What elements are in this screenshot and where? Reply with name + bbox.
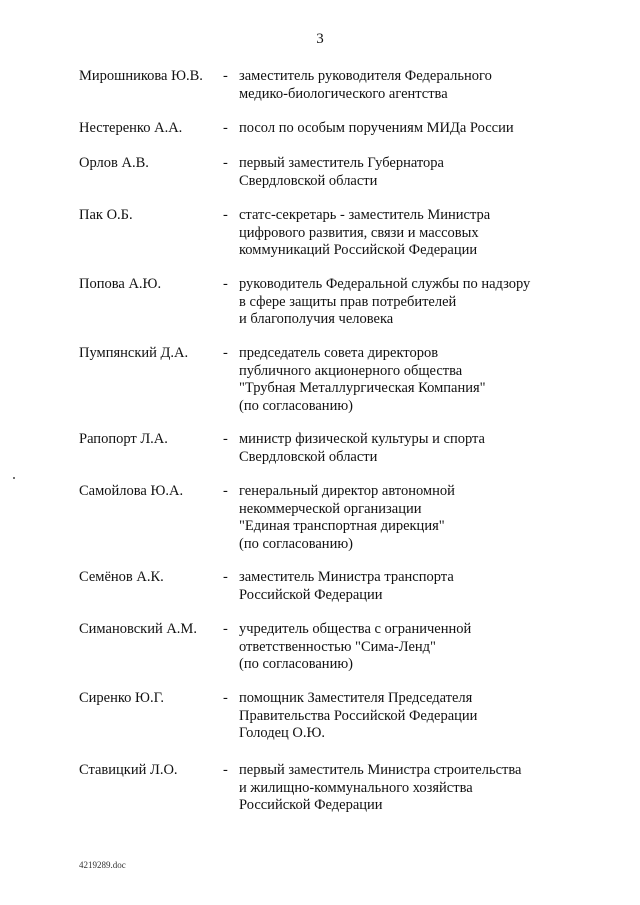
position-line: Свердловской области xyxy=(239,448,378,465)
member-name: Самойлова Ю.А. xyxy=(79,483,184,499)
position-line: публичного акционерного общества xyxy=(239,362,463,379)
member-name: Пумпянский Д.А. xyxy=(79,345,189,361)
separator-dash: - xyxy=(223,762,228,778)
separator-dash: - xyxy=(223,569,228,585)
member-position xyxy=(239,207,579,260)
position-line: "Трубная Металлургическая Компания" xyxy=(239,380,486,396)
position-line: министр физической культуры и спорта xyxy=(239,431,485,447)
position-line: "Единая транспортная дирекция" xyxy=(239,518,445,534)
position-line: статс-секретарь - заместитель Министра xyxy=(239,207,491,223)
position-line: заместитель руководителя Федерального xyxy=(239,68,492,84)
position-line: заместитель Министра транспорта xyxy=(239,569,454,585)
position-line: председатель совета директоров xyxy=(239,345,439,361)
position-line: и жилищно-коммунального хозяйства xyxy=(239,779,473,796)
position-line: посол по особым поручениям МИДа России xyxy=(239,120,514,136)
position-line: (по согласованию) xyxy=(239,397,353,414)
member-name: Орлов А.В. xyxy=(79,155,149,171)
separator-dash: - xyxy=(223,621,228,637)
position-line: генеральный директор автономной xyxy=(239,483,455,499)
member-name: Пак О.Б. xyxy=(79,207,133,223)
separator-dash: - xyxy=(223,207,228,223)
member-position xyxy=(239,569,579,604)
separator-dash: - xyxy=(223,276,228,292)
separator-dash: - xyxy=(223,690,228,706)
position-line: Правительства Российской Федерации xyxy=(239,707,478,724)
separator-dash: - xyxy=(223,120,228,136)
separator-dash: - xyxy=(223,431,228,447)
member-name: Ставицкий Л.О. xyxy=(79,762,178,778)
position-line: в сфере защиты прав потребителей xyxy=(239,293,457,310)
member-name: Рапопорт Л.А. xyxy=(79,431,168,447)
member-name: Нестеренко А.А. xyxy=(79,120,183,136)
member-position xyxy=(239,120,579,138)
member-position xyxy=(239,762,579,815)
member-position xyxy=(239,345,579,415)
position-line: (по согласованию) xyxy=(239,656,353,672)
position-line: ответственностью "Сима-Ленд" xyxy=(239,638,436,655)
position-line: и благополучия человека xyxy=(239,311,394,327)
member-name: Мирошникова Ю.В. xyxy=(79,68,203,84)
position-line: руководитель Федеральной службы по надзору xyxy=(239,276,531,292)
position-line: Голодец О.Ю. xyxy=(239,725,326,741)
position-line: помощник Заместителя Председателя xyxy=(239,690,473,706)
position-line: Свердловской области xyxy=(239,172,378,189)
member-position xyxy=(239,483,579,553)
position-line: Российской Федерации xyxy=(239,797,383,813)
member-position xyxy=(239,690,579,743)
position-line: первый заместитель Губернатора xyxy=(239,155,444,171)
separator-dash: - xyxy=(223,483,228,499)
member-position xyxy=(239,155,579,190)
position-line: некоммерческой организации xyxy=(239,500,422,517)
member-position xyxy=(239,431,579,466)
member-name: Симановский А.М. xyxy=(79,621,197,637)
member-position xyxy=(239,276,579,329)
member-position xyxy=(239,621,579,674)
position-line: коммуникаций Российской Федерации xyxy=(239,242,478,258)
scan-dot-mark xyxy=(13,477,15,479)
position-line: (по согласованию) xyxy=(239,535,353,552)
member-position xyxy=(239,68,579,103)
position-line: первый заместитель Министра строительства xyxy=(239,762,522,778)
position-line: учредитель общества с ограниченной xyxy=(239,621,472,637)
document-filename: 4219289.doc xyxy=(79,860,126,870)
separator-dash: - xyxy=(223,68,228,84)
separator-dash: - xyxy=(223,345,228,361)
position-line: медико-биологического агентства xyxy=(239,85,448,102)
member-name: Семёнов А.К. xyxy=(79,569,164,585)
member-name: Сиренко Ю.Г. xyxy=(79,690,164,706)
position-line: цифрового развития, связи и массовых xyxy=(239,224,479,241)
member-name: Попова А.Ю. xyxy=(79,276,162,292)
separator-dash: - xyxy=(223,155,228,171)
page-number: 3 xyxy=(316,31,324,47)
position-line: Российской Федерации xyxy=(239,586,383,603)
